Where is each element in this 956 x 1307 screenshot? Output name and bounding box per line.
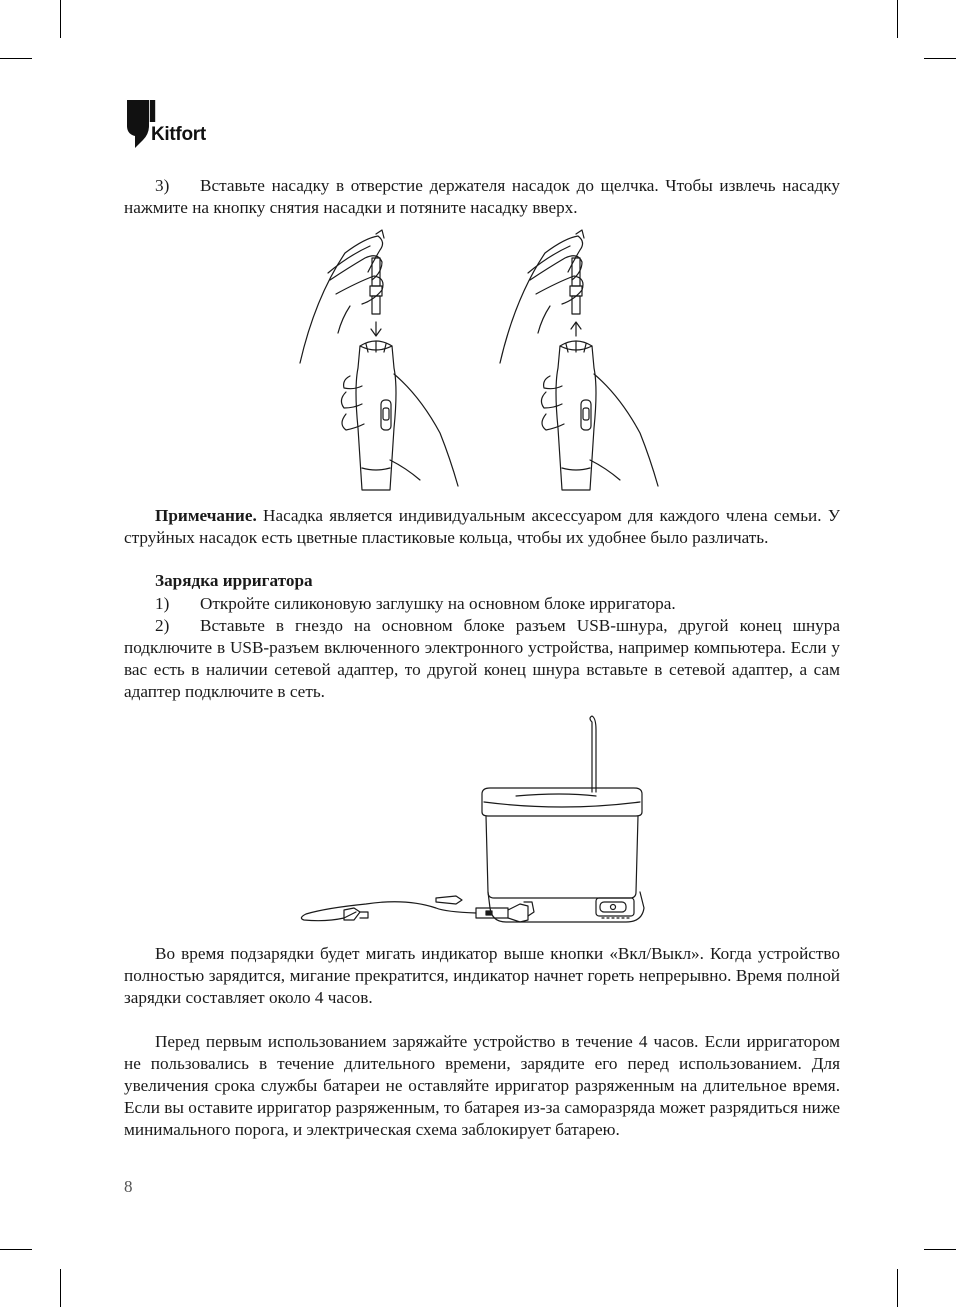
note-text: Насадка является индивидуальным аксессуаром для каждого члена семьи. У струйных насадок есть цветные пластиковые кольца, чтобы их удобнее было различать. — [124, 506, 840, 547]
logo-wordmark: Kitfort — [151, 124, 206, 145]
indicator-paragraph: Во время подзарядки будет мигать индикатор выше кнопки «Вкл/Выкл». Когда устройство полностью зарядится, мигание прекратится, индикатор начнет гореть непрерывно. Время полной зарядки составляет около 4 часов. — [124, 944, 840, 1007]
crop-mark — [60, 0, 61, 38]
kitfort-logo — [127, 100, 227, 150]
charging-heading: Зарядка ирригатора — [155, 571, 313, 590]
note-label: Примечание. — [155, 506, 257, 525]
crop-mark — [0, 58, 32, 59]
base-lid — [482, 788, 642, 816]
charging-base-illustration — [296, 712, 656, 934]
crop-mark — [897, 1269, 898, 1307]
crop-mark — [924, 1249, 956, 1250]
base-body — [486, 816, 638, 898]
nozzle-install-illustration — [290, 228, 680, 500]
step-text: Вставьте насадку в отверстие держателя насадок до щелчка. Чтобы извлечь насадку нажмите на кнопку снятия насадки и потяните насадку вверх. — [124, 176, 840, 217]
page-number: 8 — [124, 1177, 133, 1196]
step-text: Откройте силиконовую заглушку на основном блоке ирригатора. — [200, 594, 676, 613]
crop-mark — [0, 1249, 32, 1250]
hand-remove-figure — [500, 230, 658, 490]
charging-step-2 — [124, 615, 840, 703]
step-number: 3) — [155, 176, 170, 195]
step-text: Вставьте в гнездо на основном блоке разъем USB-шнура, другой конец шнура подключите в USB-разъем включенного электронного устройства, например компьютера. Если у вас есть в наличии сетевой адаптер, то другой конец шнура вставьте в сетевой адаптер, а сам адаптер подключите в сеть. — [124, 616, 840, 701]
hand-insert-figure — [300, 230, 458, 490]
crop-mark — [924, 58, 956, 59]
note-paragraph — [124, 505, 840, 549]
crop-mark — [60, 1269, 61, 1307]
charging-step-1 — [124, 593, 840, 615]
step-3-paragraph — [124, 175, 840, 219]
usb-cable — [301, 902, 476, 921]
crop-mark — [897, 0, 898, 38]
step-number: 2) — [155, 616, 170, 635]
first-use-paragraph: Перед первым использованием заряжайте устройство в течение 4 часов. Если ирригатором не пользовались в течение длительного времени, зарядите его перед использованием. Для увеличения срока службы батареи не оставляйте ирригатор разряженным на длительное время. Если вы оставите ирригатор разряженным, то батарея из-за саморазряда может разрядиться ниже минимального порога, и электрическая схема заблокирует батарею. — [124, 1032, 840, 1139]
step-number: 1) — [155, 594, 170, 613]
water-tube — [590, 716, 596, 792]
